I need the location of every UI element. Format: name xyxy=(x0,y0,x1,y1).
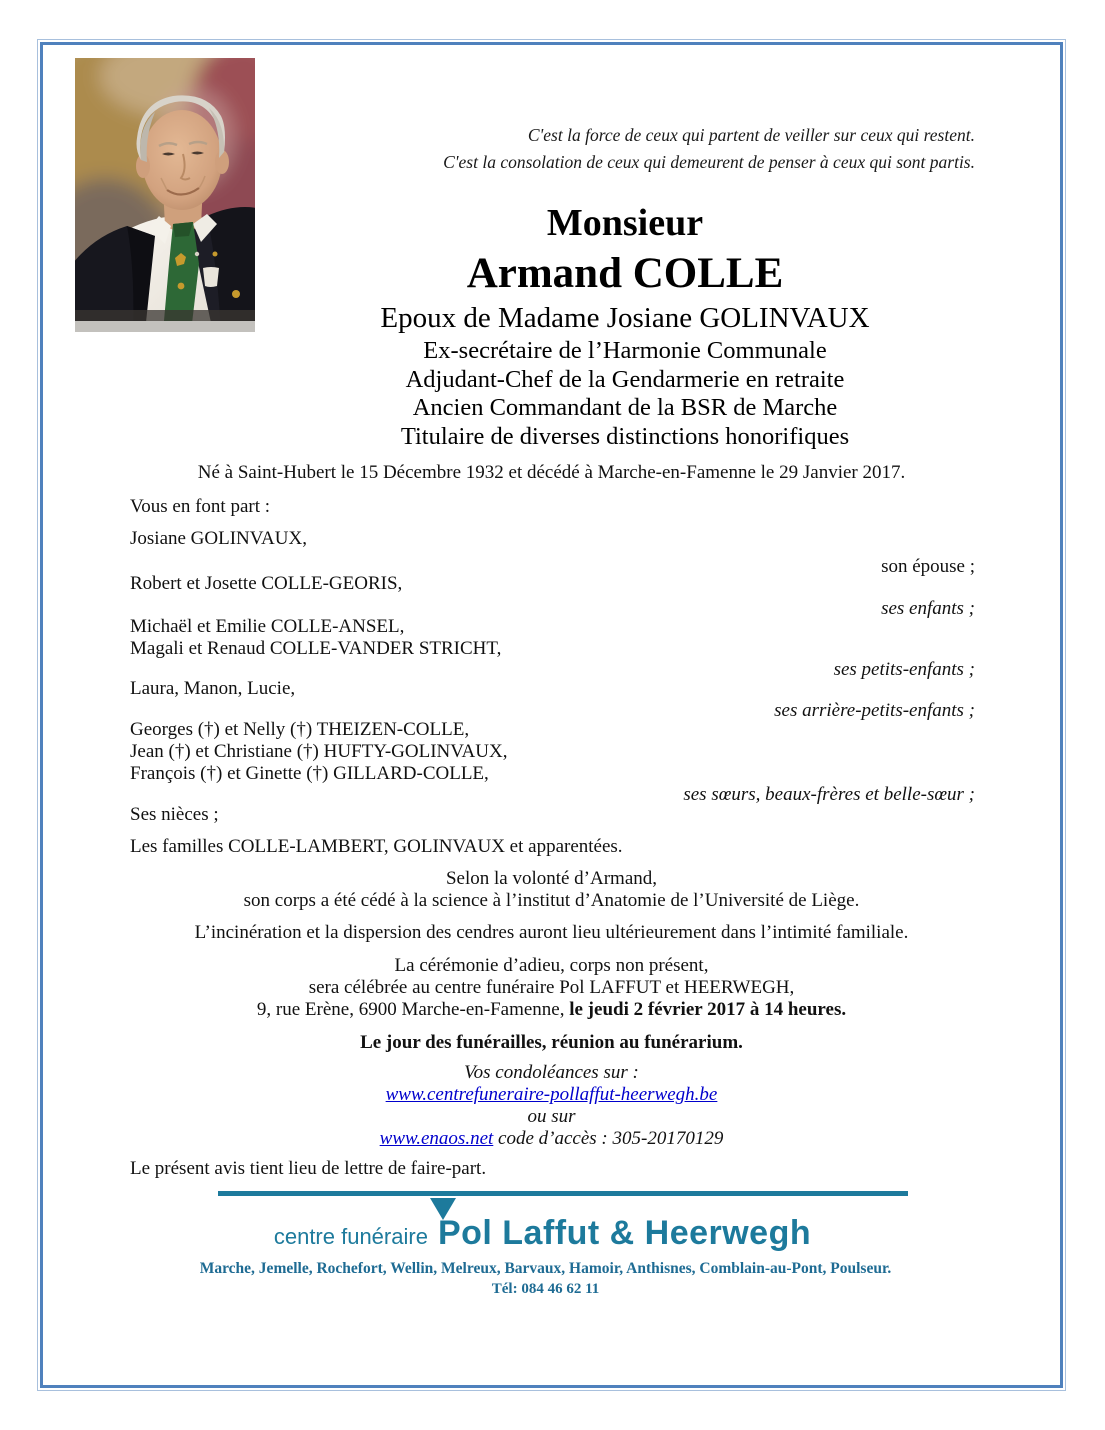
family-relation-line: ses sœurs, beaux-frères et belle-sœur ; xyxy=(683,784,975,805)
family-name-line: François (†) et Ginette (†) GILLARD-COLLE, xyxy=(130,763,489,784)
condolences-intro: Vos condoléances sur : xyxy=(464,1062,639,1083)
family-relation-line: ses petits-enfants ; xyxy=(833,659,975,680)
deceased-header xyxy=(245,198,1005,451)
family-name-line: Georges (†) et Nelly (†) THEIZEN-COLLE, xyxy=(130,719,470,740)
ceremony-address: 9, rue Erène, 6900 Marche-en-Famenne, xyxy=(256,999,570,1020)
quote-line-1: C'est la force de ceux qui partent de veiller sur ceux qui restent. xyxy=(527,125,975,145)
title-monsieur: Monsieur xyxy=(546,202,704,244)
access-code: code d’accès : 305-20170129 xyxy=(493,1128,724,1149)
announcement-intro: Vous en font part : xyxy=(130,496,271,517)
portrait-illustration xyxy=(75,58,255,332)
family-relation-line: ses arrière-petits-enfants ; xyxy=(774,700,975,721)
role-line-4: Titulaire de diverses distinctions honorifiques xyxy=(400,422,850,450)
spouse-line: Epoux de Madame Josiane GOLINVAUX xyxy=(380,302,870,334)
funeral-note: Le jour des funérailles, réunion au funérarium. xyxy=(360,1032,743,1053)
cremation-line: L’incinération et la dispersion des cendres auront lieu ultérieurement dans l’intimité familiale. xyxy=(194,922,909,943)
opening-quote xyxy=(443,122,975,176)
brand-prefix: centre funéraire xyxy=(273,1224,428,1249)
condolences-link-line-2 xyxy=(40,1128,1063,1150)
deceased-name: Armand COLLE xyxy=(466,250,784,297)
role-line-1: Ex-secrétaire de l’Harmonie Communale xyxy=(423,337,827,364)
funeral-home-website-link[interactable]: www.centrefuneraire-pollaffut-heerwegh.be xyxy=(385,1084,718,1105)
family-name-line: Michaël et Emilie COLLE-ANSEL, xyxy=(130,616,405,637)
footer-divider-rule xyxy=(218,1191,908,1196)
birth-death-line: Né à Saint-Hubert le 15 Décembre 1932 et décédé à Marche-en-Famenne le 29 Janvier 2017. xyxy=(197,462,906,483)
role-line-3: Ancien Commandant de la BSR de Marche xyxy=(412,394,838,421)
ceremony-line-3 xyxy=(40,999,1063,1021)
family-name-line: Magali et Renaud COLLE-VANDER STRICHT, xyxy=(130,638,502,659)
family-name-line: Jean (†) et Christiane (†) HUFTY-GOLINVAUX, xyxy=(130,741,508,762)
will-line-1: Selon la volonté d’Armand, xyxy=(445,868,658,889)
quote-line-2: C'est la consolation de ceux qui demeurent de penser à ceux qui sont partis. xyxy=(443,152,975,172)
family-name-line: Robert et Josette COLLE-GEORIS, xyxy=(130,573,403,594)
condolences-or: ou sur xyxy=(527,1106,576,1127)
brand-name: Pol Laffut & Heerwegh xyxy=(437,1214,812,1252)
family-name-line: Laura, Manon, Lucie, xyxy=(130,678,296,699)
ceremony-line-2: sera célébrée au centre funéraire Pol LAFFUT et HEERWEGH, xyxy=(308,977,795,998)
family-name-line: Josiane GOLINVAUX, xyxy=(130,528,307,549)
ceremony-datetime: le jeudi 2 février 2017 à 14 heures. xyxy=(569,999,847,1020)
will-line-2: son corps a été cédé à la science à l’institut d’Anatomie de l’Université de Liège. xyxy=(243,890,860,911)
family-name-line: Ses nièces ; xyxy=(130,804,219,825)
ceremony-line-1: La cérémonie d’adieu, corps non présent, xyxy=(394,955,709,976)
family-relation-line: ses enfants ; xyxy=(881,598,975,619)
faire-part-notice: Le présent avis tient lieu de lettre de faire-part. xyxy=(130,1158,487,1179)
role-line-2: Adjudant-Chef de la Gendarmerie en retraite xyxy=(405,365,845,393)
condolences-link-line-1 xyxy=(40,1084,1063,1106)
funeral-home-phone: Tél: 084 46 62 11 xyxy=(491,1281,600,1297)
funeral-home-locations: Marche, Jemelle, Rochefort, Wellin, Melreux, Barvaux, Hamoir, Anthisnes, Comblain-au-Pont, Poulseur. xyxy=(199,1260,892,1277)
deceased-portrait-photo xyxy=(75,58,255,332)
family-name-line: Les familles COLLE-LAMBERT, GOLINVAUX et apparentées. xyxy=(130,836,623,857)
family-relation-line: son épouse ; xyxy=(881,556,975,577)
enaos-website-link[interactable]: www.enaos.net xyxy=(379,1128,494,1149)
funeral-home-brand xyxy=(40,1214,1045,1253)
